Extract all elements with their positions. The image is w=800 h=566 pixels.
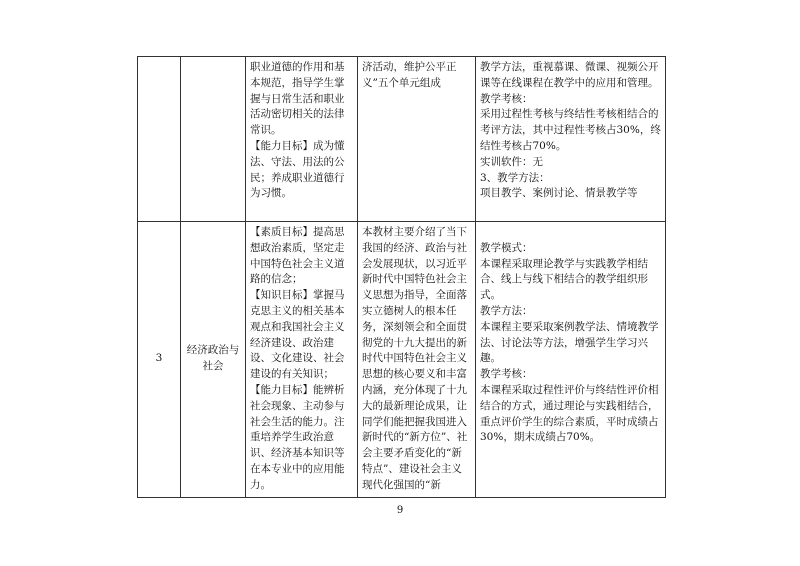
requirement-text: 教学方法： — [480, 304, 533, 317]
requirement-text: 教学考核： — [480, 368, 533, 381]
requirement-text: 教学模式： — [480, 241, 533, 254]
objective-text: 【能力目标】成为懂法、守法、用法的公民；养成职业道德行为习惯。 — [250, 139, 345, 200]
requirement-text: 采用过程性考核与终结性考核相结合的考评方法，其中过程性考核占30%，终结性考核占70%。 — [480, 108, 661, 152]
objective-text: 【知识目标】掌握马克思主义的相关基本观点和我国社会主义经济建设、政治建设、文化建设、社会建设的有关知识； — [250, 289, 345, 381]
course-table — [137, 56, 666, 498]
objectives-cell — [246, 222, 358, 498]
row-number-cell — [138, 57, 181, 222]
requirement-text — [480, 225, 661, 241]
row-number-cell: 3 — [138, 222, 181, 498]
requirement-text: 本课程主要采取案例教学法、情境教学法、讨论法等方法，增强学生学习兴趣。 — [480, 320, 659, 365]
objective-text: 职业道德的作用和基本规范，指导学生掌握与日常生活和职业活动密切相关的法律常识。 — [250, 61, 345, 137]
content-cell — [358, 57, 476, 222]
requirement-text: 教学考核： — [480, 92, 533, 105]
course-name-cell: 经济政治与社会 — [181, 222, 246, 498]
requirement-text: 本课程采取理论教学与实践教学相结合、线上与线下相结合的教学组织形式。 — [480, 257, 648, 302]
page-number: 9 — [396, 505, 404, 516]
requirements-cell — [476, 222, 666, 498]
requirement-text: 本课程采取过程性评价与终结性评价相结合的方式，通过理论与实践相结合，重点评价学生的综合素质，平时成绩占30%，期末成绩占70%。 — [480, 383, 659, 444]
requirement-text: 项目教学、案例讨论、情景教学等 — [480, 187, 638, 200]
objective-text: 【能力目标】能辨析社会现象、主动参与社会生活的能力。注重培养学生政治意识、经济基本知识等在本专业中的应用能力。 — [250, 383, 345, 491]
requirement-text: 实训软件：无 — [480, 155, 543, 168]
content-cell — [358, 222, 476, 498]
content-text: 济活动，维护公平正义”五个单元组成 — [362, 61, 457, 89]
objective-text: 【素质目标】提高思想政治素质，坚定走中国特色社会主义道路的信念； — [250, 226, 345, 286]
content-text: 本教材主要介绍了当下我国的经济、政治与社会发展现状，以习近平新时代中国特色社会主义思想为指导，全面落实立德树人的根本任务，深刻领会和全面贯彻党的十九大提出的新时代中国特色社会主义思想的核心要义和丰富内涵，充分体现了十九大的最新理论成果，让同学们能把握我国进入新时代的“新方位”、社会主要矛盾变化的“新特点”、建设社会主义现代化强国的“新 — [362, 226, 468, 491]
objectives-cell — [246, 57, 358, 222]
requirements-cell — [476, 57, 666, 222]
table-row — [138, 222, 666, 498]
requirement-text: 3、教学方法： — [480, 171, 550, 184]
course-name-cell — [181, 57, 246, 222]
table-row — [138, 57, 666, 222]
requirement-text: 教学方法，重视慕课、微课、视频公开课等在线课程在教学中的应用和管理。 — [480, 61, 659, 89]
